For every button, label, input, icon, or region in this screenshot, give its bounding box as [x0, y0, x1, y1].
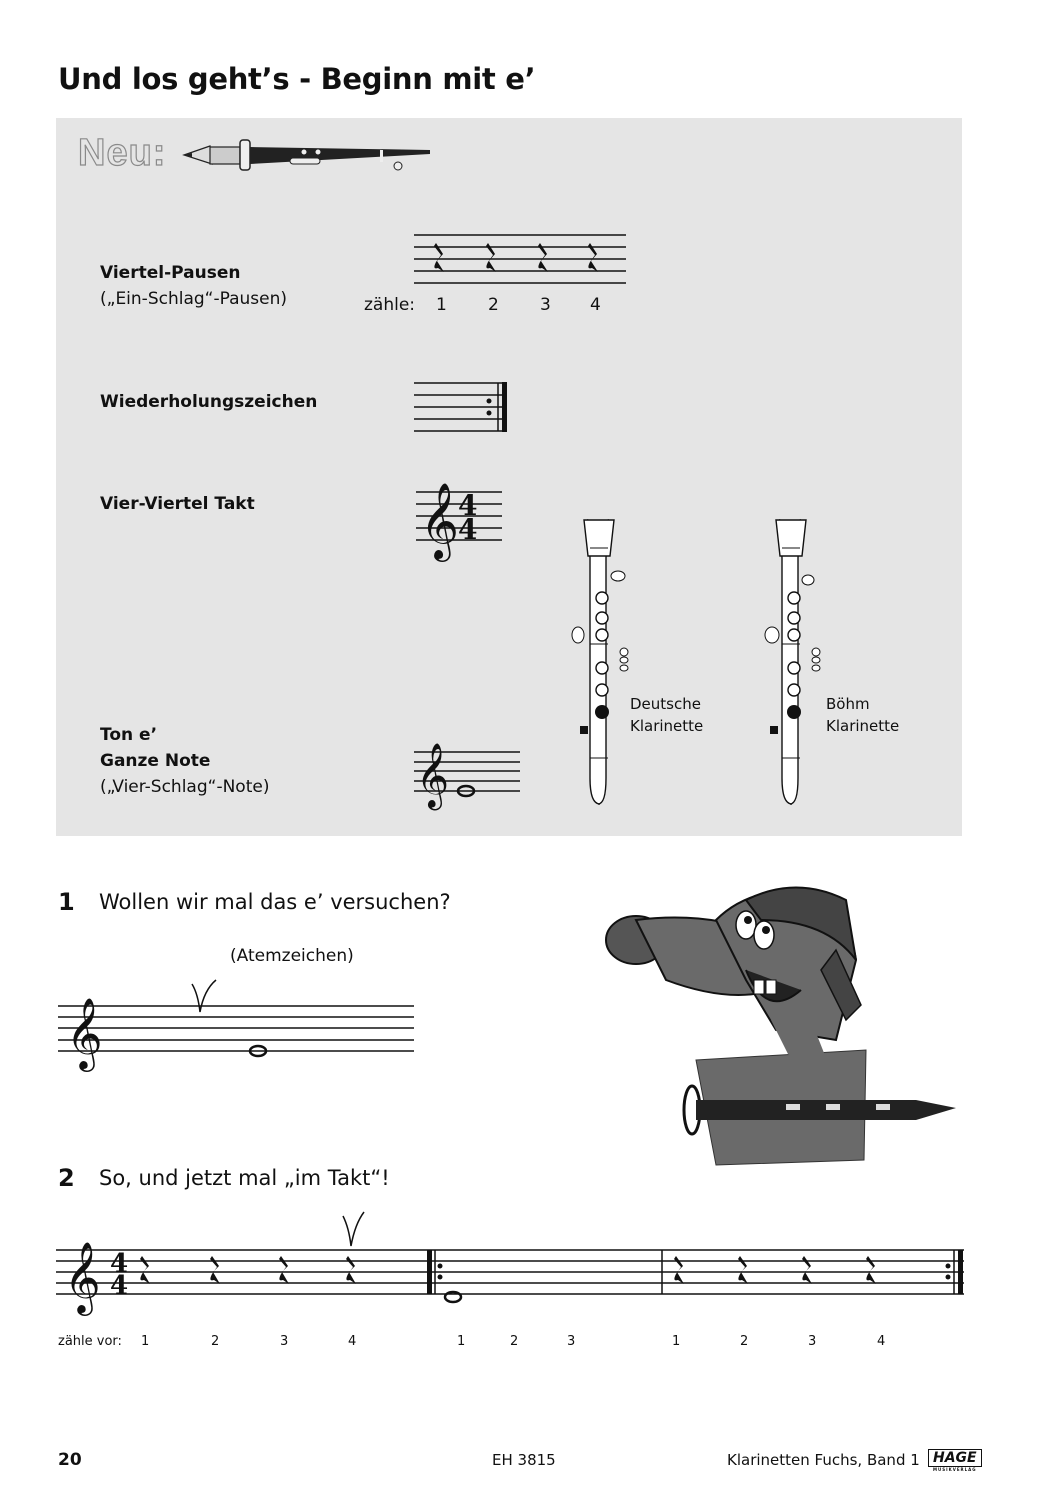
four-four-title: Vier-Viertel Takt: [100, 494, 255, 514]
repeat-sign-staff-icon: [414, 382, 509, 432]
catalog-number: EH 3815: [492, 1451, 556, 1469]
svg-text:𝄞: 𝄞: [64, 1240, 101, 1313]
m1-count-4: 4: [348, 1334, 357, 1349]
m3-count-3: 3: [808, 1334, 817, 1349]
neu-heading: Neu:: [78, 132, 167, 174]
boehm-clarinet-label-2: Klarinette: [826, 717, 900, 735]
exercise-1-text: Wollen wir mal das e’ versuchen?: [99, 890, 451, 914]
whole-note-title: Ganze Note: [100, 751, 211, 771]
m1-count-2: 2: [211, 1334, 220, 1349]
count-3: 3: [540, 295, 551, 315]
exercise-1-staff-icon: [58, 970, 418, 1080]
count-2: 2: [488, 295, 499, 315]
fingering-chart-german-icon: [560, 518, 640, 808]
m3-count-2: 2: [740, 1334, 749, 1349]
quarter-rest-title: Viertel-Pausen: [100, 263, 241, 283]
repeat-sign-title: Wiederholungszeichen: [100, 392, 318, 412]
m1-count-1: 1: [141, 1334, 150, 1349]
svg-text:𝄞: 𝄞: [416, 743, 450, 808]
tone-e-title: Ton e’: [100, 725, 158, 745]
m2-count-1: 1: [457, 1334, 466, 1349]
whole-note-e-staff-icon: [414, 740, 524, 810]
count-label: zähle:: [364, 295, 416, 315]
page-title: Und los geht’s - Beginn mit e’: [58, 62, 536, 96]
svg-text:4: 4: [458, 489, 478, 522]
german-clarinet-label-2: Klarinette: [630, 717, 704, 735]
whole-note-subtitle: („Vier-Schlag“-Note): [100, 777, 270, 797]
svg-text:4: 4: [110, 1271, 129, 1301]
exercise-1-number: 1: [58, 888, 75, 916]
pencil-clarinet-icon: [180, 138, 440, 188]
publisher-sub: MUSIKVERLAG: [933, 1467, 977, 1472]
count-ahead-label: zähle vor:: [58, 1334, 122, 1349]
count-4: 4: [590, 295, 601, 315]
svg-text:𝄞: 𝄞: [66, 996, 103, 1069]
exercise-2-staff-icon: [56, 1210, 966, 1320]
m2-count-2: 2: [510, 1334, 519, 1349]
m3-count-1: 1: [672, 1334, 681, 1349]
count-1: 1: [436, 295, 447, 315]
boehm-clarinet-label-1: Böhm: [826, 695, 870, 713]
m3-count-4: 4: [877, 1334, 886, 1349]
quarter-rest-staff-icon: [414, 234, 626, 286]
svg-text:4: 4: [458, 513, 478, 546]
breath-mark-annotation: (Atemzeichen): [230, 946, 354, 966]
svg-text:4: 4: [110, 1249, 129, 1279]
m1-count-3: 3: [280, 1334, 289, 1349]
exercise-2-text: So, und jetzt mal „im Takt“!: [99, 1166, 390, 1190]
fingering-chart-boehm-icon: [752, 518, 832, 808]
page-number: 20: [58, 1450, 82, 1470]
book-title: Klarinetten Fuchs, Band 1: [727, 1451, 920, 1469]
treble-clef-four-four-icon: [414, 476, 504, 566]
publisher-logo: [928, 1449, 982, 1472]
quarter-rest-subtitle: („Ein-Schlag“-Pausen): [100, 289, 287, 309]
svg-text:𝄞: 𝄞: [420, 482, 460, 559]
german-clarinet-label-1: Deutsche: [630, 695, 701, 713]
m2-count-3: 3: [567, 1334, 576, 1349]
exercise-2-number: 2: [58, 1164, 75, 1192]
fox-with-clarinet-illustration: [596, 880, 956, 1180]
publisher-name: HAGE: [928, 1449, 982, 1467]
